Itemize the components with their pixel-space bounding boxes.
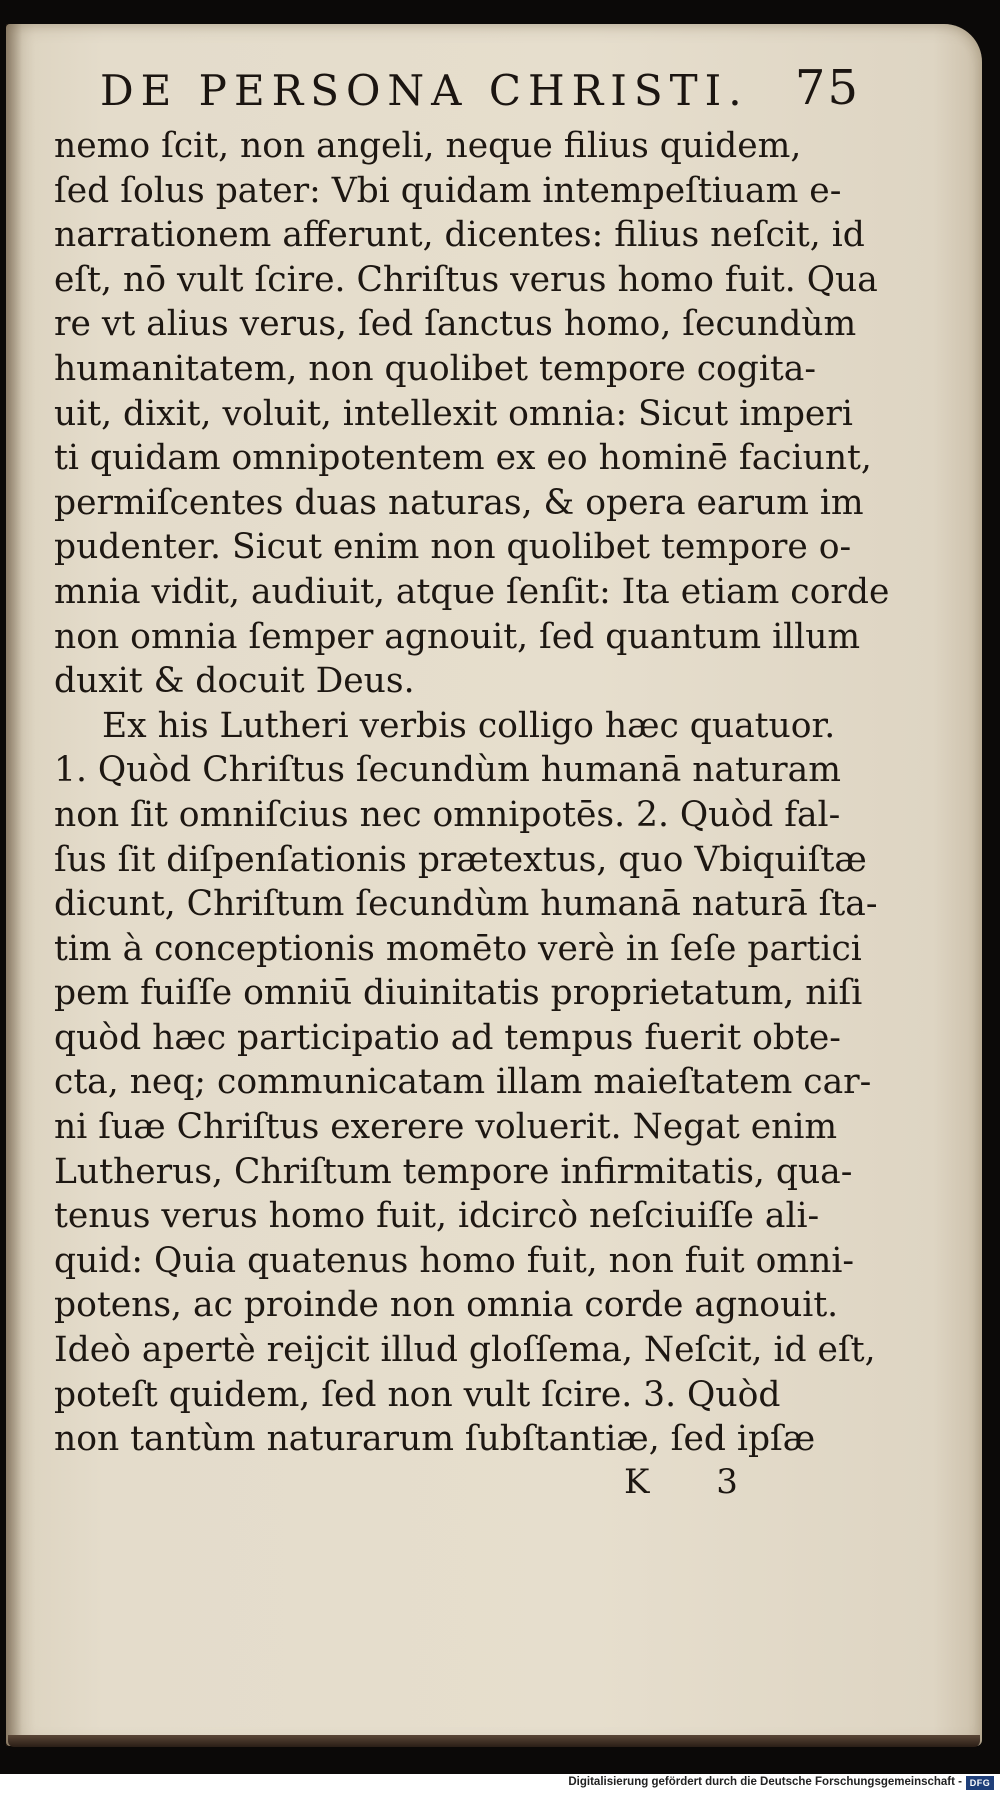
text-line: dicunt, Chriſtum ſecundùm humanā naturā ſta- (54, 884, 878, 925)
running-head (100, 60, 860, 120)
text-line: permiſcentes duas naturas, & opera earum im (54, 482, 864, 523)
text-line: Lutherus, Chriſtum tempore infirmitatis, qua- (54, 1151, 853, 1192)
text-line: quòd hæc participatio ad tempus fuerit obte- (54, 1017, 841, 1058)
text-line: pem fuiſſe omniū diuinitatis proprietatum, niſi (54, 973, 863, 1014)
text-line: eſt, nō vult ſcire. Chriſtus verus homo fuit. Qua (54, 259, 878, 300)
text-line: non tantùm naturarum ſubſtantiæ, ſed ipſæ (54, 1419, 816, 1460)
gutter-shadow (6, 24, 22, 1746)
text-line: narrationem afferunt, dicentes: filius neſcit, id (54, 215, 865, 256)
page-number: 75 (794, 60, 860, 116)
dfg-logo-icon: DFG (966, 1776, 994, 1790)
text-line: humanitatem, non quolibet tempore cogita- (54, 348, 817, 389)
text-line: ni ſuæ Chriſtus exerere voluerit. Negat enim (54, 1107, 838, 1148)
text-line: ſus ſit diſpenſationis prætextus, quo Vbiquiſtæ (54, 839, 867, 880)
text-line: re vt alius verus, ſed ſanctus homo, ſecundùm (54, 304, 857, 345)
text-line: ti quidam omnipotentem ex eo hominē faciunt, (54, 438, 872, 479)
digitization-credit: Digitalisierung gefördert durch die Deutsche Forschungsgemeinschaft - (568, 1776, 962, 1788)
text-line: duxit & docuit Deus. (54, 661, 415, 702)
running-title: DE PERSONA CHRISTI. (100, 66, 749, 115)
text-line: poteſt quidem, ſed non vult ſcire. 3. Quòd (54, 1374, 781, 1415)
text-line: ſed ſolus pater: Vbi quidam intempeſtiuam e- (54, 170, 842, 211)
text-line: potens, ac proinde non omnia corde agnouit. (54, 1285, 839, 1326)
text-line: uit, dixit, voluit, intellexit omnia: Sicut imperi (54, 393, 853, 434)
body-text (54, 124, 894, 1462)
text-line: 1. Quòd Chriſtus ſecundùm humanā naturam (54, 750, 841, 791)
text-line: non ſit omniſcius nec omnipotēs. 2. Quòd fal- (54, 794, 841, 835)
text-line: pudenter. Sicut enim non quolibet tempore o- (54, 527, 852, 568)
text-line: non omnia ſemper agnouit, ſed quantum illum (54, 616, 861, 657)
text-line: quid: Quia quatenus homo fuit, non fuit omni- (54, 1240, 855, 1281)
text-line: tim à conceptionis momēto verè in ſeſe partici (54, 928, 862, 969)
text-line: mnia vidit, audiuit, atque ſenſit: Ita etiam corde (54, 571, 890, 612)
paragraph-start-line: Ex his Lutheri verbis colligo hæc quatuor. (102, 705, 836, 746)
text-line: nemo ſcit, non angeli, neque filius quidem, (54, 126, 802, 166)
text-line: cta, neq; communicatam illam maieſtatem car- (54, 1062, 872, 1103)
text-line: Ideò apertè reijcit illud gloſſema, Neſcit, id eſt, (54, 1330, 876, 1371)
signature-mark: K 3 (624, 1462, 766, 1502)
page-bottom-edge (8, 1735, 980, 1747)
footer-bar (0, 1774, 1000, 1793)
text-line: tenus verus homo fuit, idcircò neſciuiſſe ali- (54, 1196, 820, 1237)
